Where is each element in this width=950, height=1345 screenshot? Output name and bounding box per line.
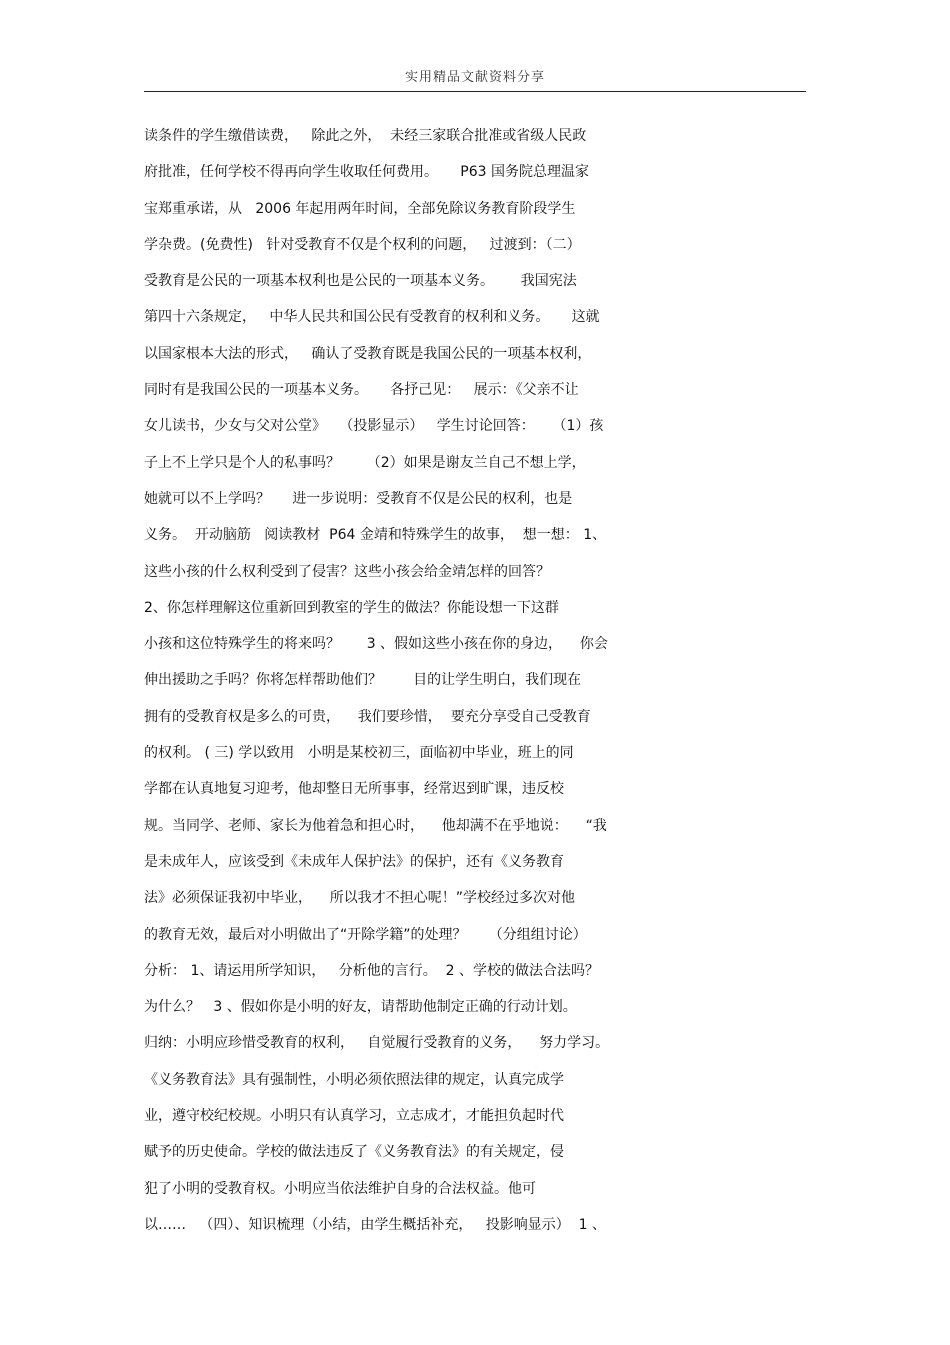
text-line: 法》必须保证我初中毕业， 所以我才不担心呢！”学校经过多次对他 — [144, 890, 576, 907]
text-line: 女儿读书，少女与父对公堂》 （投影显示） 学生讨论回答： （1）孩 — [144, 418, 604, 435]
page-header: 实用精品文献资料分享 — [404, 70, 545, 85]
text-line: 义务。 开动脑筋 阅读教材 P64 金靖和特殊学生的故事， 想一想： 1、 — [144, 527, 607, 544]
text-line: 是未成年人，应该受到《未成年人保护法》的保护，还有《义务教育 — [144, 853, 564, 870]
text-line: 分析： 1、请运用所学知识， 分析他的言行。 2 、学校的做法合法吗？ — [144, 962, 599, 979]
text-line: 府批准，任何学校不得再向学生收取任何费用。 P63 国务院总理温家 — [144, 164, 589, 181]
text-line: 的教育无效，最后对小明做出了“开除学籍”的处理？ （分组组讨论） — [144, 926, 587, 943]
text-line: 第四十六条规定， 中华人民共和国公民有受教育的权利和义务。 这就 — [144, 309, 600, 326]
text-line: 赋予的历史使命。学校的做法违反了《义务教育法》的有关规定，侵 — [144, 1144, 564, 1161]
text-line: 2、你怎样理解这位重新回到教室的学生的做法？你能设想一下这群 — [144, 599, 559, 616]
text-line: 这些小孩的什么权利受到了侵害？这些小孩会给金靖怎样的回答？ — [144, 563, 550, 580]
header-divider — [144, 91, 806, 92]
text-line: 《义务教育法》具有强制性，小明必须依照法律的规定，认真完成学 — [144, 1071, 564, 1088]
text-line: 拥有的受教育权是多么的可贵， 我们要珍惜， 要充分享受自己受教育 — [144, 708, 591, 725]
text-line: 以国家根本大法的形式， 确认了受教育既是我国公民的一项基本权利， — [144, 345, 592, 362]
text-line: 同时有是我国公民的一项基本义务。 各抒己见： 展示：《父亲不让 — [144, 382, 579, 399]
text-line: 学杂费。(免费性) 针对受教育不仅是个权利的问题， 过渡到：（二） — [144, 236, 581, 253]
text-line: 子上不上学只是个人的私事吗？ （2）如果是谢友兰自己不想上学， — [144, 454, 586, 471]
text-line: 读条件的学生缴借读费， 除此之外， 未经三家联合批准或省级人民政 — [144, 128, 587, 144]
text-line: 犯了小明的受教育权。小明应当依法维护自身的合法权益。他可 — [144, 1180, 536, 1197]
text-line: 归纳：小明应珍惜受教育的权利， 自觉履行受教育的义务， 努力学习。 — [144, 1035, 610, 1052]
text-line: 学都在认真地复习迎考，他却整日无所事事，经常迟到旷课，违反校 — [144, 781, 564, 798]
text-line: 伸出援助之手吗？你将怎样帮助他们？ 目的让学生明白，我们现在 — [144, 672, 582, 689]
document-body — [144, 118, 824, 1243]
text-line: 她就可以不上学吗？ 进一步说明：受教育不仅是公民的权利，也是 — [144, 490, 573, 507]
text-line: 小孩和这位特殊学生的将来吗？ 3 、假如这些小孩在你的身边， 你会 — [144, 636, 608, 653]
text-line: 宝郑重承诺，从 2006 年起用两年时间，全部免除议务教育阶段学生 — [144, 200, 576, 217]
text-line: 为什么？ 3 、假如你是小明的好友，请帮助他制定正确的行动计划。 — [144, 999, 577, 1016]
text-line: 业，遵守校纪校规。小明只有认真学习，立志成才，才能担负起时代 — [144, 1108, 564, 1125]
text-line: 受教育是公民的一项基本权利也是公民的一项基本义务。 我国宪法 — [144, 273, 577, 290]
text-line: 规。当同学、老师、家长为他着急和担心时， 他却满不在乎地说： “我 — [144, 817, 607, 834]
text-line: 的权利。 ( 三) 学以致用 小明是某校初三，面临初中毕业，班上的同 — [144, 745, 574, 762]
text-line: 以…… （四）、知识梳理（小结，由学生概括补充， 投影响显示） 1 、 — [144, 1216, 606, 1233]
